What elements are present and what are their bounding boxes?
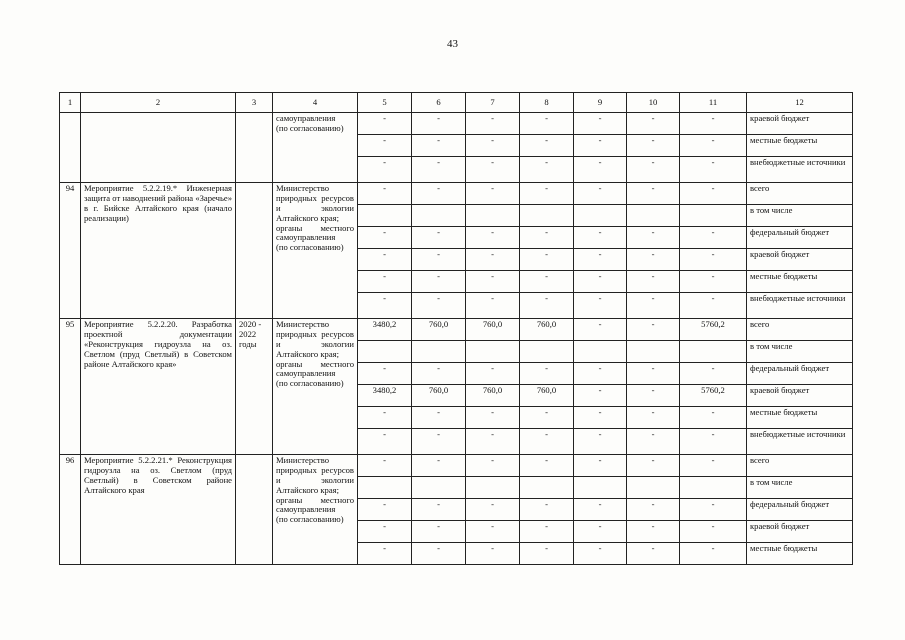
value-cell: - [412,293,466,319]
value-cell [574,477,627,499]
value-cell: - [574,271,627,293]
value-cell: - [358,135,412,157]
value-cell: - [412,271,466,293]
value-cell: - [627,135,680,157]
value-cell [358,341,412,363]
value-cell [466,205,520,227]
value-cell: - [520,271,574,293]
value-cell [466,341,520,363]
funding-source-cell: внебюджетные источники [747,429,853,455]
value-cell: - [412,455,466,477]
value-cell [680,477,747,499]
value-cell: - [574,385,627,407]
funding-source-cell: местные бюджеты [747,543,853,565]
item-years-cell [236,113,273,183]
table-row [60,183,853,205]
value-cell [520,341,574,363]
item-title-cell [81,113,236,183]
value-cell: - [412,521,466,543]
value-cell: - [412,227,466,249]
header-row [60,93,853,113]
funding-source-cell: краевой бюджет [747,113,853,135]
value-cell: - [680,135,747,157]
value-cell: - [466,271,520,293]
value-cell: - [412,113,466,135]
value-cell: - [574,293,627,319]
value-cell: - [466,429,520,455]
value-cell: - [520,521,574,543]
item-number-cell: 96 [60,455,81,565]
executor-cell: самоуправления (по согласованию) [273,113,358,183]
value-cell: - [358,271,412,293]
funding-source-cell: местные бюджеты [747,407,853,429]
item-years-cell [236,183,273,319]
value-cell: 760,0 [466,385,520,407]
value-cell: - [520,157,574,183]
value-cell: - [520,113,574,135]
value-cell: - [574,521,627,543]
item-number-cell [60,113,81,183]
value-cell: - [358,407,412,429]
value-cell: - [627,293,680,319]
value-cell: - [627,521,680,543]
value-cell: - [412,429,466,455]
value-cell [412,341,466,363]
value-cell: - [358,543,412,565]
executor-cell: Министерство природных ресурсов и экологии Алтайского края; органы местного самоуправления (по согласованию) [273,183,358,319]
value-cell: 5760,2 [680,385,747,407]
value-cell: 5760,2 [680,319,747,341]
value-cell: - [358,293,412,319]
funding-source-cell: всего [747,319,853,341]
value-cell [574,205,627,227]
value-cell: - [358,113,412,135]
value-cell: - [520,249,574,271]
value-cell: - [466,543,520,565]
value-cell: - [358,521,412,543]
value-cell: - [574,499,627,521]
header-cell: 1 [60,93,81,113]
value-cell: - [358,429,412,455]
value-cell: - [574,183,627,205]
funding-source-cell: краевой бюджет [747,521,853,543]
header-cell: 8 [520,93,574,113]
value-cell: - [412,543,466,565]
value-cell: - [574,363,627,385]
value-cell: - [574,157,627,183]
value-cell: - [680,249,747,271]
value-cell: - [466,183,520,205]
value-cell: - [680,363,747,385]
value-cell: - [466,227,520,249]
item-years-cell: 2020 - 2022 годы [236,319,273,455]
value-cell: - [574,113,627,135]
value-cell: - [627,271,680,293]
funding-source-cell: федеральный бюджет [747,227,853,249]
value-cell: - [466,113,520,135]
value-cell [358,477,412,499]
item-number-cell: 94 [60,183,81,319]
value-cell: - [680,157,747,183]
value-cell: - [358,249,412,271]
value-cell: - [412,407,466,429]
value-cell: 760,0 [466,319,520,341]
value-cell: - [412,363,466,385]
value-cell: - [627,319,680,341]
executor-cell: Министерство природных ресурсов и экологии Алтайского края; органы местного самоуправления (по согласованию) [273,455,358,565]
value-cell: - [574,249,627,271]
item-title-cell: Мероприятие 5.2.2.21.* Реконструкция гидроузла на оз. Светлом (пруд Светлый) в Советском районе Алтайского края [81,455,236,565]
value-cell: - [466,157,520,183]
item-title-cell: Мероприятие 5.2.2.20. Разработка проектной документации «Реконструкция гидроузла на оз. Светлом (пруд Светлый) в Советском районе Алтайского края» [81,319,236,455]
value-cell: - [680,429,747,455]
value-cell: - [627,183,680,205]
value-cell: - [574,429,627,455]
funding-source-cell: в том числе [747,341,853,363]
value-cell: - [680,455,747,477]
value-cell [627,477,680,499]
value-cell: - [412,135,466,157]
value-cell: - [520,455,574,477]
header-cell: 12 [747,93,853,113]
item-number-cell: 95 [60,319,81,455]
value-cell: - [627,249,680,271]
header-cell: 10 [627,93,680,113]
table-row [60,113,853,135]
value-cell: - [627,429,680,455]
header-cell: 7 [466,93,520,113]
value-cell: 760,0 [412,385,466,407]
value-cell: - [466,455,520,477]
value-cell: - [520,407,574,429]
value-cell: - [574,543,627,565]
page-number: 43 [447,38,458,50]
funding-source-cell: всего [747,183,853,205]
value-cell [412,477,466,499]
value-cell: - [466,293,520,319]
item-title-cell: Мероприятие 5.2.2.19.* Инженерная защита от наводнений района «Заречье» в г. Бийске Алтайского края (начало реализации) [81,183,236,319]
value-cell: - [466,521,520,543]
value-cell: - [680,499,747,521]
header-cell: 11 [680,93,747,113]
header-cell: 6 [412,93,466,113]
value-cell [520,477,574,499]
value-cell: - [520,135,574,157]
value-cell: - [627,385,680,407]
header-cell: 5 [358,93,412,113]
value-cell: - [627,227,680,249]
header-cell: 2 [81,93,236,113]
value-cell: - [520,363,574,385]
value-cell: - [574,227,627,249]
funding-source-cell: в том числе [747,477,853,499]
header-cell: 4 [273,93,358,113]
value-cell: - [574,407,627,429]
value-cell: - [574,135,627,157]
funding-source-cell: местные бюджеты [747,271,853,293]
funding-source-cell: федеральный бюджет [747,363,853,385]
value-cell: 3480,2 [358,385,412,407]
value-cell [358,205,412,227]
funding-source-cell: местные бюджеты [747,135,853,157]
value-cell: - [358,183,412,205]
budget-table [59,92,853,565]
value-cell: 760,0 [520,385,574,407]
value-cell: - [627,407,680,429]
value-cell: - [680,293,747,319]
value-cell: - [358,227,412,249]
value-cell: - [466,363,520,385]
value-cell: - [627,455,680,477]
value-cell [680,341,747,363]
value-cell: - [520,293,574,319]
value-cell: - [520,429,574,455]
value-cell [520,205,574,227]
value-cell: - [627,363,680,385]
value-cell: - [574,319,627,341]
value-cell: 3480,2 [358,319,412,341]
value-cell: - [627,543,680,565]
value-cell: 760,0 [520,319,574,341]
value-cell: - [466,135,520,157]
value-cell: - [466,499,520,521]
value-cell: - [358,157,412,183]
value-cell: - [680,543,747,565]
funding-source-cell: в том числе [747,205,853,227]
funding-source-cell: внебюджетные источники [747,293,853,319]
value-cell: - [520,227,574,249]
item-years-cell [236,455,273,565]
value-cell: - [412,157,466,183]
header-cell: 3 [236,93,273,113]
value-cell [574,341,627,363]
value-cell: - [358,455,412,477]
value-cell: - [574,455,627,477]
value-cell: - [412,183,466,205]
value-cell: - [412,499,466,521]
value-cell [680,205,747,227]
value-cell: - [520,499,574,521]
value-cell: - [466,249,520,271]
value-cell: - [358,499,412,521]
value-cell: - [680,227,747,249]
value-cell: - [680,113,747,135]
funding-source-cell: внебюджетные источники [747,157,853,183]
value-cell: - [680,271,747,293]
value-cell: - [627,157,680,183]
funding-source-cell: федеральный бюджет [747,499,853,521]
header-cell: 9 [574,93,627,113]
value-cell: - [627,113,680,135]
executor-cell: Министерство природных ресурсов и экологии Алтайского края; органы местного самоуправления (по согласованию) [273,319,358,455]
value-cell: - [520,543,574,565]
value-cell: - [412,249,466,271]
value-cell: - [680,183,747,205]
table-row [60,455,853,477]
value-cell [466,477,520,499]
value-cell: - [680,521,747,543]
value-cell: - [520,183,574,205]
value-cell [412,205,466,227]
value-cell: - [466,407,520,429]
value-cell: 760,0 [412,319,466,341]
value-cell [627,205,680,227]
table-row [60,319,853,341]
value-cell: - [627,499,680,521]
value-cell [627,341,680,363]
value-cell: - [358,363,412,385]
funding-source-cell: краевой бюджет [747,249,853,271]
value-cell: - [680,407,747,429]
funding-source-cell: всего [747,455,853,477]
funding-source-cell: краевой бюджет [747,385,853,407]
